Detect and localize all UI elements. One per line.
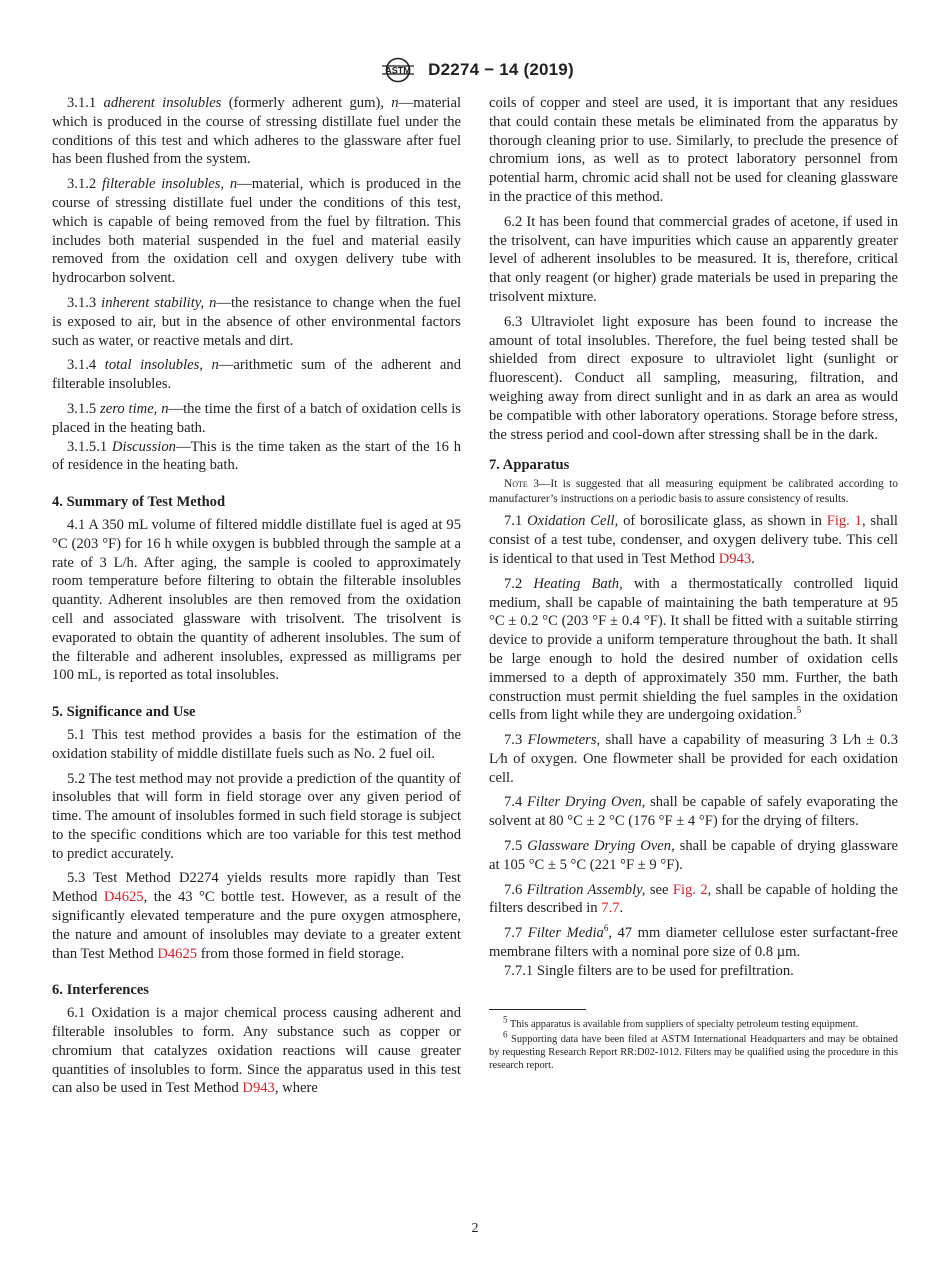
para-3-1-5-1: 3.1.5.1 Discussion—This is the time taken as the start of the 16 h of residence in the heating bath. (52, 438, 461, 474)
section-6-title: 6. Interferences (52, 982, 149, 999)
para-7-6: 7.6 Filtration Assembly, see Fig. 2, shall be capable of holding the filters described in 7.7. (489, 881, 899, 917)
page-header (0, 57, 950, 83)
link-fig-1[interactable]: Fig. 1 (826, 513, 862, 530)
link-section-7-7[interactable]: 7.7 (601, 900, 620, 917)
para-3-1-2: 3.1.2 filterable insolubles, n—material, which is produced in the course of stressing distillate fuel under the conditions of this test, which is capable of being removed from the fuel by filtration. This includes both material suspended in the fuel and material easily removed from the oxidation cell and oxygen delivery tube with hydrocarbon solvent. (52, 176, 461, 287)
para-7-5: 7.5 Glassware Drying Oven, shall be capable of drying glassware at 105 °C ± 5 °C (221 °F ± 9 °F). (489, 838, 898, 873)
section-4-title: 4. Summary of Test Method (52, 494, 226, 511)
astm-logo (376, 57, 420, 83)
section-5-title: 5. Significance and Use (52, 704, 196, 721)
para-5-2: 5.2 The test method may not provide a prediction of the quantity of insolubles that will form in field storage over any given period of time. The amount of insolubles formed in such field storage is subject to the specific conditions which are too variable for this test method to predict accurately. (52, 770, 461, 862)
para-7-7: 7.7 Filter Media$^6$, 47 mm diameter cellulose ester surfactant-free membrane filters with a nominal pore size of 0.8 µm. (489, 923, 898, 961)
para-6-2: 6.2 It has been found that commercial grades of acetone, if used in the trisolvent, can have impurities which cause an apparently greater level of adherent insolubles to be measured. It is, therefore, critical that only reagent (or higher) grade materials be used in preparing the trisolvent mixture. (489, 213, 898, 305)
para-3-1-1: 3.1.1 adherent insolubles (formerly adherent gum), n—material which is produced in the course of stressing distillate fuel under the conditions of this test and which adheres to the glassware after fuel has been flushed from the system. (52, 95, 461, 168)
para-7-1: 7.1 Oxidation Cell, of borosilicate glass, as shown in Fig. 1, shall consist of a test tube, condenser, and oxygen delivery tube. This cell is identical to that used in Test Method D943. (489, 513, 898, 567)
para-5-3: 5.3 Test Method D2274 yields results more rapidly than Test Method D4625, the 43 °C bottle test. However, as a result of the significantly elevated temperature and the pure oxygen atmosphere, the nature and amount of insolubles may deviate to a greater extent than Test Method D4625 from those formed in field storage. (52, 870, 461, 962)
para-7-3: 7.3 Flowmeters, shall have a capability of measuring 3 L⁄h ± 0.3 L⁄h of oxygen. One flowmeter shall be provided for each oxidation cell. (489, 732, 898, 786)
right-column (489, 94, 898, 1074)
para-3-1-4: 3.1.4 total insolubles, n—arithmetic sum of the adherent and filterable insolubles. (52, 357, 462, 393)
para-6-3: 6.3 Ultraviolet light exposure has been found to increase the amount of total insolubles. Therefore, the fuel being tested shall be shielded from direct exposure to ultraviolet light (sunlight or fluorescent). Conduct all sampling, measuring, filtration, and weighing away from direct sunlight and in as dark an area as would be compatible with other laboratory operations. Storage before stress, the stress period and cool-down after stressing shall be in the dark. (489, 313, 898, 443)
logo-text: ASTM (385, 65, 411, 76)
para-7-2: 7.2 Heating Bath, with a thermostatically controlled liquid medium, shall be capable of maintaining the bath temperature at 95 °C ± 0.2 °C (203 °F ± 0.4 °F). It shall be fitted with a suitable stirring device to provide a uniform temperature throughout the bath. It shall be large enough to hold the desired number of oxidation cells immersed to a depth of approximately 350 mm. Further, the bath construction must permit shielding the fuel samples in the oxidation cells from light while they are undergoing oxidation.$^5$ (489, 575, 898, 724)
para-3-1-3: 3.1.3 inherent stability, n—the resistance to change when the fuel is exposed to air, but in the absence of other environmental factors such as water, or reactive metals and dirt. (52, 294, 461, 349)
para-4-1: 4.1 A 350 mL volume of filtered middle distillate fuel is aged at 95 °C (203 °F) for 16 h while oxygen is bubbled through the sample at a rate of 3 L/h. After aging, the sample is cooled to approximately room temperature before filtering to obtain the filterable insolubles quantity. Adherent insolubles are then removed from the oxidation cell and associated glassware with trisolvent. The trisolvent is evaporated to obtain the quantity of adherent insolubles. The sum of the filterable and adherent insolubles, expressed as milligrams per 100 mL, is reported as total insolubles. (52, 516, 461, 684)
left-column (52, 94, 461, 1104)
footnote-ref-6[interactable]: 6 (603, 923, 609, 934)
link-d4625-2[interactable]: D4625 (157, 945, 198, 962)
document-id: D2274 − 14 (2019) (428, 60, 574, 79)
footnote-5: $^5$ This apparatus is available from suppliers of specialty petroleum testing equipment. (503, 1014, 859, 1030)
para-3-1-5: 3.1.5 zero time, n—the time the first of a batch of oxidation cells is placed in the heating bath. (52, 400, 461, 436)
link-d943-2[interactable]: D943 (718, 550, 752, 567)
note-3: Note 3—It is suggested that all measuring equipment be calibrated according to manufacturer’s instructions on a periodic basis to assure consistency of results. (489, 478, 898, 505)
link-d4625[interactable]: D4625 (103, 889, 144, 906)
para-6-1: 6.1 Oxidation is a major chemical process causing adherent and filterable insolubles to form. Any substance such as copper or chromium that catalyzes oxidation reactions will cause greater quantities of insolubles to form. Since the apparatus used in this test can also be used in Test Method D943, where (52, 1005, 461, 1097)
para-7-7-1: 7.7.1 Single filters are to be used for prefiltration. (504, 962, 794, 979)
para-6-1-continued: coils of copper and steel are used, it is important that any residues that could contain these metals be eliminated from the apparatus by thorough cleaning prior to use. Similarly, to preclude the presence of chromium ions, as well as to protect laboratory personnel from potential harm, chromic acid shall not be used for cleaning glassware in the practice of this method. (489, 95, 898, 205)
footnote-ref-5[interactable]: 5 (796, 705, 802, 716)
page-number: 2 (471, 1221, 479, 1236)
footnote-divider (489, 1009, 586, 1010)
para-5-1: 5.1 This test method provides a basis for the estimation of the oxidation stability of middle distillate fuels such as No. 2 fuel oil. (52, 726, 461, 762)
link-d943[interactable]: D943 (242, 1080, 275, 1097)
link-fig-2[interactable]: Fig. 2 (672, 881, 708, 898)
footnote-6: $^6$ Supporting data have been filed at ASTM International Headquarters and may be obtained by requesting Research Report RR:D02-1012. Filters may be qualified using the procedure in this research report. (489, 1029, 898, 1072)
para-7-4: 7.4 Filter Drying Oven, shall be capable of safely evaporating the solvent at 80 °C ± 2 °C (176 °F ± 4 °F) for the drying of filters. (489, 794, 898, 830)
section-7-title: 7. Apparatus (489, 457, 570, 474)
